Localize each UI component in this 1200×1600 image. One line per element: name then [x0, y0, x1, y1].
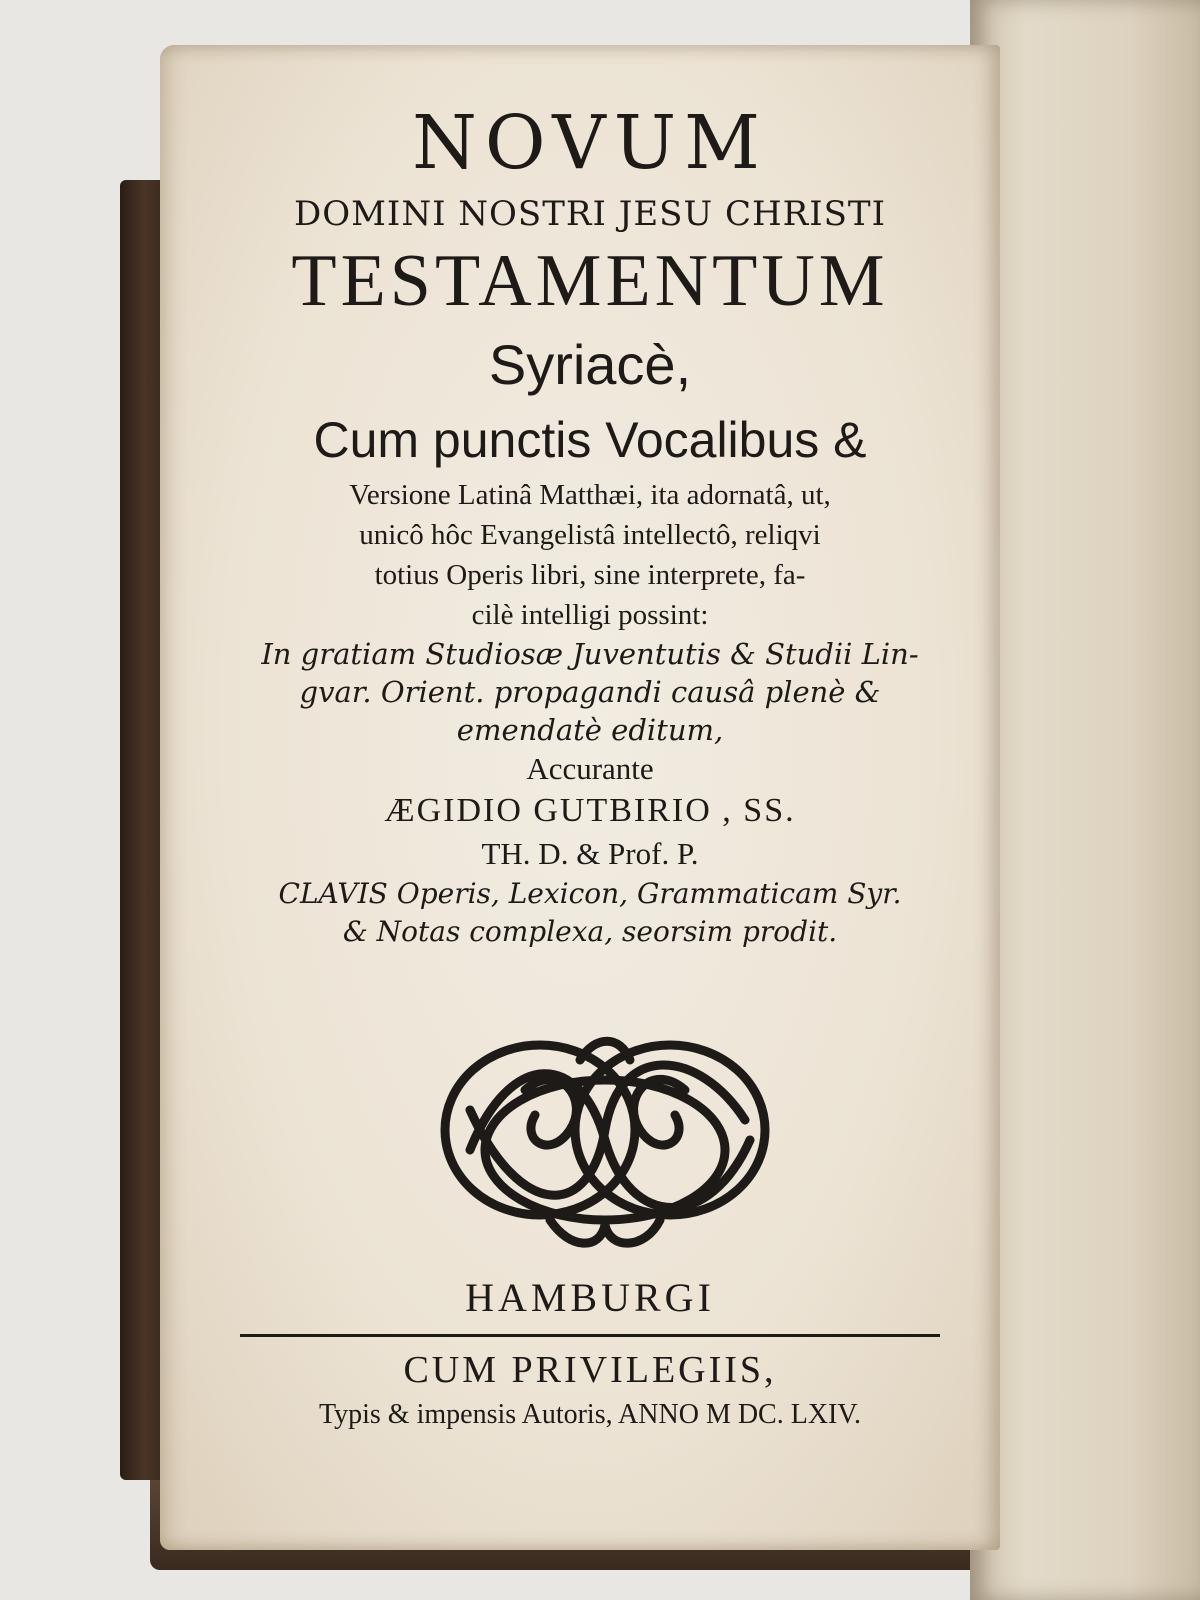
author-degree: TH. D. & Prof. P. — [481, 836, 699, 871]
knotwork-ornament-icon — [430, 1020, 780, 1260]
title-block — [200, 95, 980, 951]
accurante-label: Accurante — [526, 751, 654, 786]
italic-line: In gratiam Studiosæ Juventutis & Studii Lin- — [261, 637, 919, 671]
title-syriace: Syriacè, — [488, 333, 692, 396]
body-line: unicô hôc Evangelistâ intellectô, reliqvi — [359, 519, 821, 551]
author-name: ÆGIDIO GUTBIRIO , SS. — [384, 792, 796, 829]
title-domini: DOMINI NOSTRI JESU CHRISTI — [293, 194, 887, 234]
imprint-city: HAMBURGI — [465, 1275, 715, 1320]
italic-line: emendatè editum, — [456, 713, 724, 747]
clavis-line: CLAVIS Operis, Lexicon, Grammaticam Syr. — [278, 877, 902, 910]
title-cum-punctis: Cum punctis Vocalibus & — [313, 412, 867, 468]
title-testamentum: TESTAMENTUM — [291, 240, 889, 322]
body-line: Versione Latinâ Matthæi, ita adornatâ, ut, — [349, 479, 831, 511]
clavis-line: & Notas complexa, seorsim prodit. — [342, 915, 838, 948]
imprint-privilege: CUM PRIVILEGIIS, — [403, 1349, 777, 1391]
italic-line: gvar. Orient. propagandi causâ plenè & — [299, 675, 881, 709]
imprint-rule — [240, 1334, 940, 1337]
body-line: cilè intelligi possint: — [471, 599, 709, 631]
imprint-printer-line: Typis & impensis Autoris, ANNO M DC. LXIV. — [318, 1399, 861, 1430]
facing-page — [970, 0, 1200, 1600]
body-line: totius Operis libri, sine interprete, fa- — [374, 559, 806, 591]
title-novum: NOVUM — [412, 100, 768, 186]
imprint-block — [200, 1270, 980, 1435]
